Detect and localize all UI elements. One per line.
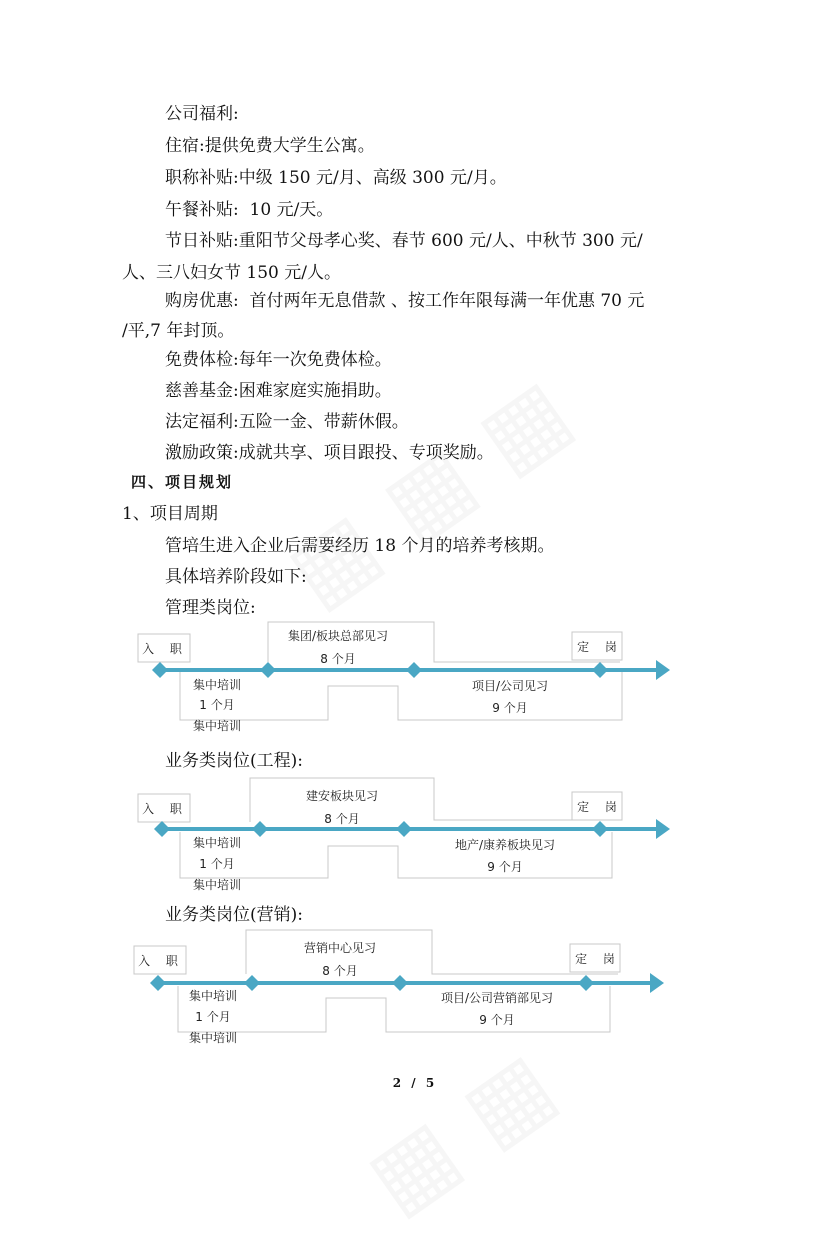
timeline-arrowhead — [650, 973, 664, 993]
phase1-duration: 1 个月 — [195, 1010, 231, 1024]
track-title: 业务类岗位(工程): — [165, 751, 303, 771]
phase2-duration: 8 个月 — [322, 964, 358, 978]
phase2-title: 营销中心见习 — [303, 941, 376, 955]
welfare-item: 激励政策:成就共享、项目跟投、专项奖励。 — [165, 443, 494, 463]
section-heading: 四、项目规划 — [131, 473, 234, 491]
start-label: 入 职 — [138, 954, 184, 968]
welfare-item: 购房优惠: 首付两年无息借款 、按工作年限每满一年优惠 70 元 — [165, 291, 645, 311]
welfare-item: 人、三八妇女节 150 元/人。 — [122, 263, 341, 283]
welfare-item: 免费体检:每年一次免费体检。 — [165, 350, 392, 370]
welfare-item: 职称补贴:中级 150 元/月、高级 300 元/月。 — [165, 168, 507, 188]
phase2-duration: 8 个月 — [320, 652, 356, 666]
welfare-item: 慈善基金:困难家庭实施捐助。 — [165, 381, 392, 401]
phase2-title: 集团/板块总部见习 — [287, 629, 389, 643]
welfare-item: 午餐补贴: 10 元/天。 — [165, 200, 334, 220]
page-number: 2 / 5 — [392, 1076, 438, 1090]
welfare-item: 法定福利:五险一金、带薪休假。 — [165, 412, 409, 432]
phase3-title: 项目/公司营销部见习 — [440, 991, 554, 1005]
phase3-title: 地产/康养板块见习 — [454, 838, 556, 852]
welfare-item: 住宿:提供免费大学生公寓。 — [165, 136, 375, 156]
end-label: 定 岗 — [577, 800, 623, 814]
milestone-diamond — [150, 975, 166, 991]
phase3-duration: 9 个月 — [479, 1013, 515, 1027]
intro-line: 具体培养阶段如下: — [165, 567, 307, 587]
welfare-item: 节日补贴:重阳节父母孝心奖、春节 600 元/人、中秋节 300 元/ — [165, 231, 643, 251]
start-label: 入 职 — [142, 802, 188, 816]
phase1-duration: 1 个月 — [199, 857, 235, 871]
milestone-diamond — [578, 975, 594, 991]
phase1-title: 集中培训 — [188, 989, 237, 1003]
start-label: 入 职 — [142, 642, 188, 656]
subsection-heading: 1、项目周期 — [122, 504, 218, 524]
track-title: 管理类岗位: — [165, 598, 256, 618]
phase1-caption: 集中培训 — [192, 878, 241, 892]
intro-line: 管培生进入企业后需要经历 18 个月的培养考核期。 — [165, 536, 555, 556]
phase1-caption: 集中培训 — [192, 719, 241, 733]
phase3-title: 项目/公司见习 — [471, 679, 549, 693]
track-title: 业务类岗位(营销): — [165, 905, 303, 925]
phase1-title: 集中培训 — [192, 678, 241, 692]
phase1-title: 集中培训 — [192, 836, 241, 850]
phase1-caption: 集中培训 — [188, 1031, 237, 1045]
phase2-title: 建安板块见习 — [305, 789, 378, 803]
welfare-item: /平,7 年封顶。 — [122, 321, 235, 341]
phase3-duration: 9 个月 — [492, 701, 528, 715]
welfare-title: 公司福利: — [165, 104, 239, 124]
end-label: 定 岗 — [577, 640, 623, 654]
phase1-duration: 1 个月 — [199, 698, 235, 712]
phase3-duration: 9 个月 — [487, 860, 523, 874]
phase2-duration: 8 个月 — [324, 812, 360, 826]
end-label: 定 岗 — [575, 952, 621, 966]
